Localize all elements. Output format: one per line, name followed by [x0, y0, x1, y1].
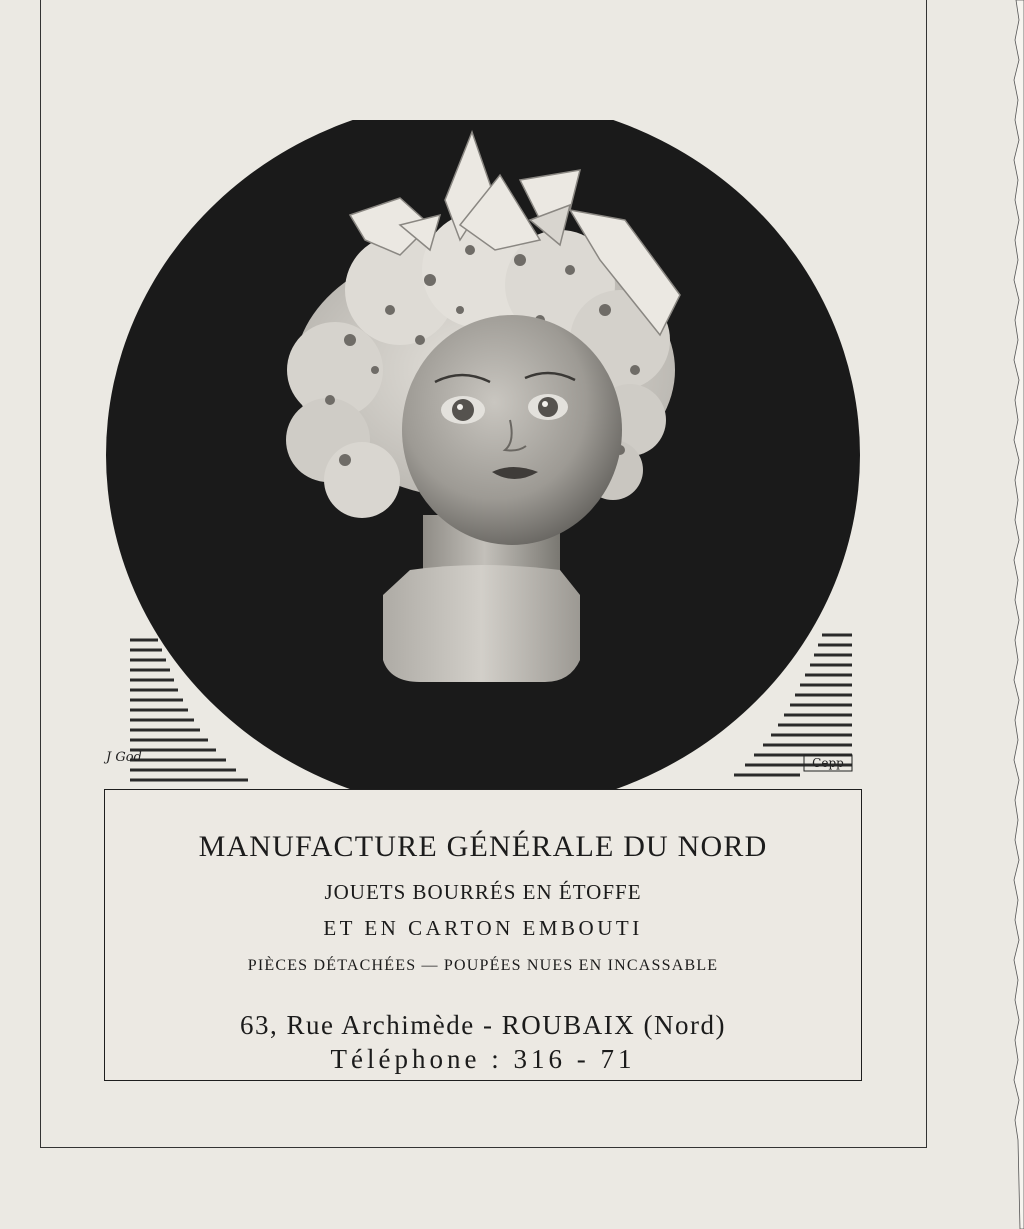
doll-bust [383, 565, 580, 682]
product-line-3: PIÈCES DÉTACHÉES — POUPÉES NUES EN INCASSABLE [247, 957, 719, 974]
product-line-2: ET EN CARTON EMBOUTI [323, 916, 643, 940]
company-telephone: Téléphone : 316 - 71 [330, 1044, 636, 1074]
doll-illustration [100, 120, 870, 820]
torn-page-edge [1010, 0, 1024, 1229]
product-line-1: JOUETS BOURRÉS EN ÉTOFFE [324, 880, 642, 904]
advert-text-box [104, 789, 862, 1081]
engraver-mark [803, 754, 853, 772]
company-name: MANUFACTURE GÉNÉRALE DU NORD [198, 830, 768, 863]
company-address: 63, Rue Archimède - ROUBAIX (Nord) [240, 1010, 726, 1040]
artist-signature: J God [106, 750, 142, 765]
svg-text:Cepp: Cepp [812, 756, 844, 770]
